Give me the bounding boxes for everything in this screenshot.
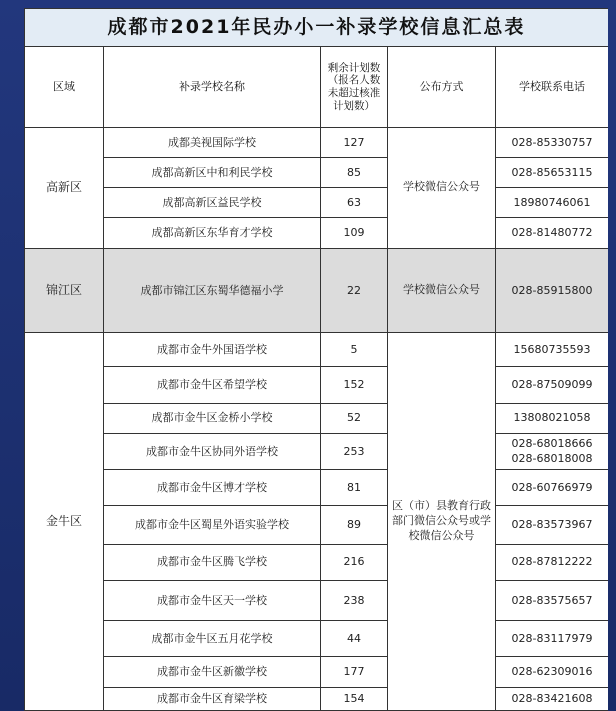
remaining-count: 253	[321, 433, 388, 469]
contact-phone: 028-87509099	[496, 367, 609, 403]
school-name: 成都市金牛区博才学校	[104, 470, 321, 506]
school-name: 成都市金牛外国语学校	[104, 333, 321, 367]
table-row	[25, 687, 609, 710]
table-row	[25, 158, 609, 188]
school-table	[24, 8, 608, 711]
remaining-count: 22	[321, 248, 388, 333]
contact-phone: 13808021058	[496, 403, 609, 433]
remaining-count: 52	[321, 403, 388, 433]
school-name: 成都高新区益民学校	[104, 188, 321, 218]
header-remaining-plan: 剩余计划数（报名人数未超过核准计划数）	[321, 47, 388, 128]
table-row	[25, 188, 609, 218]
remaining-count: 127	[321, 127, 388, 157]
table-row	[25, 470, 609, 506]
contact-phone: 028-85653115	[496, 158, 609, 188]
publish-method-jinniu: 区（市）县教育行政部门微信公众号或学校微信公众号	[388, 333, 496, 711]
school-name: 成都市锦江区东蜀华德福小学	[104, 248, 321, 333]
remaining-count: 5	[321, 333, 388, 367]
contact-phone	[496, 433, 609, 469]
school-name: 成都美视国际学校	[104, 127, 321, 157]
contact-phone: 028-81480772	[496, 218, 609, 248]
contact-phone: 028-85915800	[496, 248, 609, 333]
school-name: 成都市金牛区育梁学校	[104, 687, 321, 710]
header-district: 区域	[25, 47, 104, 128]
school-name: 成都市金牛区新徽学校	[104, 657, 321, 687]
table-title: 成都市2021年民办小一补录学校信息汇总表	[25, 9, 609, 47]
school-name: 成都市金牛区腾飞学校	[104, 544, 321, 580]
table-row	[25, 218, 609, 248]
school-name: 成都市金牛区希望学校	[104, 367, 321, 403]
table-row	[25, 333, 609, 367]
contact-phone: 028-83421608	[496, 687, 609, 710]
publish-method-gaoxin: 学校微信公众号	[388, 127, 496, 248]
remaining-count: 44	[321, 621, 388, 657]
table-row	[25, 544, 609, 580]
remaining-count: 109	[321, 218, 388, 248]
remaining-count: 216	[321, 544, 388, 580]
table-row	[25, 367, 609, 403]
school-name: 成都市金牛区天一学校	[104, 580, 321, 620]
remaining-count: 89	[321, 506, 388, 544]
table-row	[25, 657, 609, 687]
district-jinniu: 金牛区	[25, 333, 104, 711]
contact-phone: 028-83573967	[496, 506, 609, 544]
school-name: 成都市金牛区金桥小学校	[104, 403, 321, 433]
school-name: 成都高新区东华育才学校	[104, 218, 321, 248]
table-row	[25, 621, 609, 657]
remaining-count: 85	[321, 158, 388, 188]
contact-phone: 028-62309016	[496, 657, 609, 687]
contact-phone: 028-60766979	[496, 470, 609, 506]
table-row	[25, 127, 609, 157]
district-jinjiang: 锦江区	[25, 248, 104, 333]
school-name: 成都市金牛区协同外语学校	[104, 433, 321, 469]
school-name: 成都高新区中和利民学校	[104, 158, 321, 188]
contact-phone-line-2: 028-68018008	[511, 451, 593, 465]
contact-phone: 18980746061	[496, 188, 609, 218]
header-school-name: 补录学校名称	[104, 47, 321, 128]
remaining-count: 238	[321, 580, 388, 620]
district-gaoxin: 高新区	[25, 127, 104, 248]
contact-phone-line-1: 028-68018666	[511, 436, 593, 450]
table-row	[25, 248, 609, 333]
header-publish-method: 公布方式	[388, 47, 496, 128]
contact-phone: 028-83117979	[496, 621, 609, 657]
remaining-count: 152	[321, 367, 388, 403]
school-name: 成都市金牛区蜀星外语实验学校	[104, 506, 321, 544]
remaining-count: 154	[321, 687, 388, 710]
contact-phone: 028-83575657	[496, 580, 609, 620]
contact-phone: 028-87812222	[496, 544, 609, 580]
header-contact-phone: 学校联系电话	[496, 47, 609, 128]
school-name: 成都市金牛区五月花学校	[104, 621, 321, 657]
table-row	[25, 403, 609, 433]
table-row	[25, 580, 609, 620]
table-row	[25, 433, 609, 469]
table-row	[25, 506, 609, 544]
contact-phone: 15680735593	[496, 333, 609, 367]
contact-phone: 028-85330757	[496, 127, 609, 157]
summary-sheet	[24, 8, 608, 711]
remaining-count: 81	[321, 470, 388, 506]
remaining-count: 177	[321, 657, 388, 687]
publish-method-jinjiang: 学校微信公众号	[388, 248, 496, 333]
remaining-count: 63	[321, 188, 388, 218]
